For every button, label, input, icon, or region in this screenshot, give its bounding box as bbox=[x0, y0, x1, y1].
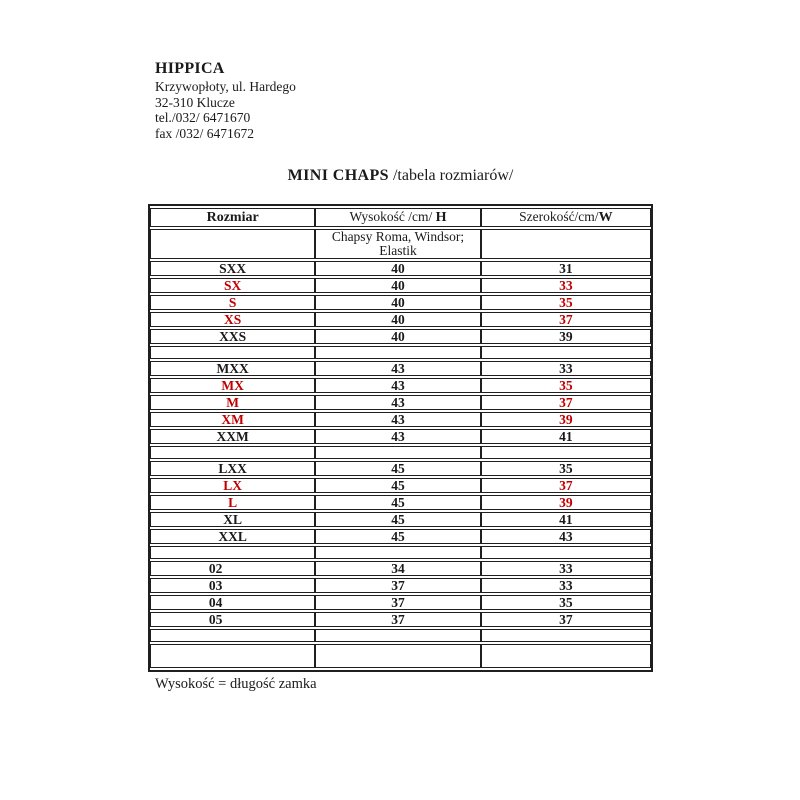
size-row-MXX bbox=[150, 361, 651, 376]
spacer-row bbox=[150, 629, 651, 642]
header-wysokosc bbox=[315, 208, 480, 227]
height-cell: 45 bbox=[315, 478, 480, 493]
width-cell: 41 bbox=[481, 429, 651, 444]
size-cell: L bbox=[150, 495, 315, 510]
empty-cell bbox=[315, 446, 480, 459]
width-cell: 41 bbox=[481, 512, 651, 527]
width-cell: 31 bbox=[481, 261, 651, 276]
size-row-LX bbox=[150, 478, 651, 493]
size-cell: SXX bbox=[150, 261, 315, 276]
spacer-row bbox=[150, 546, 651, 559]
table-header-row bbox=[150, 208, 651, 227]
height-cell: 34 bbox=[315, 561, 480, 576]
empty-cell bbox=[481, 629, 651, 642]
height-cell: 43 bbox=[315, 361, 480, 376]
width-cell: 39 bbox=[481, 495, 651, 510]
height-cell: 40 bbox=[315, 312, 480, 327]
width-cell: 33 bbox=[481, 561, 651, 576]
size-cell: SX bbox=[150, 278, 315, 293]
size-cell: LX bbox=[150, 478, 315, 493]
empty-cell bbox=[150, 629, 315, 642]
height-cell: 45 bbox=[315, 461, 480, 476]
width-cell: 43 bbox=[481, 529, 651, 544]
empty-cell bbox=[315, 644, 480, 668]
width-cell: 33 bbox=[481, 278, 651, 293]
footnote: Wysokość = długość zamka bbox=[155, 676, 317, 692]
size-row-L bbox=[150, 495, 651, 510]
size-cell: XL bbox=[150, 512, 315, 527]
empty-cell bbox=[481, 446, 651, 459]
empty-cell bbox=[150, 644, 315, 668]
size-row-SX bbox=[150, 278, 651, 293]
size-cell: XM bbox=[150, 412, 315, 427]
header-szerokosc-text: Szerokość/cm/ bbox=[519, 209, 599, 224]
height-cell: 37 bbox=[315, 578, 480, 593]
size-cell: M bbox=[150, 395, 315, 410]
title-product-name: MINI CHAPS bbox=[287, 167, 389, 184]
subheader-empty-cell bbox=[481, 229, 651, 259]
height-cell: 45 bbox=[315, 495, 480, 510]
title-suffix: /tabela rozmiarów/ bbox=[388, 167, 514, 184]
empty-cell bbox=[481, 546, 651, 559]
height-cell: 40 bbox=[315, 295, 480, 310]
width-cell: 35 bbox=[481, 378, 651, 393]
size-cell: MX bbox=[150, 378, 315, 393]
subheader-empty-cell bbox=[150, 229, 315, 259]
height-cell: 40 bbox=[315, 329, 480, 344]
header-rozmiar: Rozmiar bbox=[150, 208, 315, 227]
phone-line: tel./032/ 6471670 bbox=[155, 110, 251, 125]
spacer-row bbox=[150, 346, 651, 359]
header-wysokosc-letter: H bbox=[435, 210, 447, 225]
address-city: 32-310 Klucze bbox=[155, 94, 235, 110]
fax-line: fax /032/ 6471672 bbox=[155, 125, 254, 141]
size-row-LXX bbox=[150, 461, 651, 476]
size-row-XXL bbox=[150, 529, 651, 544]
height-cell: 45 bbox=[315, 529, 480, 544]
width-cell: 39 bbox=[481, 412, 651, 427]
size-row-XXM bbox=[150, 429, 651, 444]
size-cell: 02 bbox=[150, 561, 315, 576]
document-title bbox=[148, 167, 653, 185]
empty-cell bbox=[315, 629, 480, 642]
size-cell: 04 bbox=[150, 595, 315, 610]
width-cell: 35 bbox=[481, 295, 651, 310]
header-wysokosc-text: Wysokość /cm/ bbox=[349, 209, 436, 224]
subheader-models-cell bbox=[315, 229, 480, 259]
width-cell: 35 bbox=[481, 461, 651, 476]
width-cell: 37 bbox=[481, 395, 651, 410]
header-szerokosc bbox=[481, 208, 651, 227]
address-street: Krzywopłoty, ul. Hardego bbox=[155, 79, 296, 94]
height-cell: 40 bbox=[315, 278, 480, 293]
width-cell: 39 bbox=[481, 329, 651, 344]
size-row-XXS bbox=[150, 329, 651, 344]
empty-cell bbox=[150, 546, 315, 559]
height-cell: 40 bbox=[315, 261, 480, 276]
size-row-XM bbox=[150, 412, 651, 427]
size-cell: LXX bbox=[150, 461, 315, 476]
size-cell: XS bbox=[150, 312, 315, 327]
size-table bbox=[148, 204, 653, 672]
size-table-body bbox=[150, 261, 651, 668]
subheader-models-line2: Elastik bbox=[379, 243, 417, 258]
height-cell: 43 bbox=[315, 429, 480, 444]
size-cell: XXL bbox=[150, 529, 315, 544]
size-row-MX bbox=[150, 378, 651, 393]
spacer-row-tall bbox=[150, 644, 651, 668]
size-cell: XXS bbox=[150, 329, 315, 344]
size-cell: S bbox=[150, 295, 315, 310]
size-row-S bbox=[150, 295, 651, 310]
empty-cell bbox=[150, 446, 315, 459]
size-cell: 03 bbox=[150, 578, 315, 593]
size-cell: XXM bbox=[150, 429, 315, 444]
size-row-04 bbox=[150, 595, 651, 610]
size-cell: MXX bbox=[150, 361, 315, 376]
size-cell: 05 bbox=[150, 612, 315, 627]
size-row-02 bbox=[150, 561, 651, 576]
height-cell: 37 bbox=[315, 595, 480, 610]
width-cell: 37 bbox=[481, 612, 651, 627]
empty-cell bbox=[150, 346, 315, 359]
width-cell: 37 bbox=[481, 478, 651, 493]
height-cell: 45 bbox=[315, 512, 480, 527]
letterhead bbox=[155, 59, 296, 141]
empty-cell bbox=[481, 346, 651, 359]
height-cell: 37 bbox=[315, 612, 480, 627]
size-row-SXX bbox=[150, 261, 651, 276]
header-szerokosc-letter: W bbox=[598, 210, 613, 225]
width-cell: 35 bbox=[481, 595, 651, 610]
table-subheader-row bbox=[150, 229, 651, 259]
size-row-XL bbox=[150, 512, 651, 527]
height-cell: 43 bbox=[315, 378, 480, 393]
width-cell: 33 bbox=[481, 361, 651, 376]
height-cell: 43 bbox=[315, 395, 480, 410]
spacer-row bbox=[150, 446, 651, 459]
empty-cell bbox=[481, 644, 651, 668]
empty-cell bbox=[315, 346, 480, 359]
size-row-05 bbox=[150, 612, 651, 627]
size-row-03 bbox=[150, 578, 651, 593]
size-row-XS bbox=[150, 312, 651, 327]
height-cell: 43 bbox=[315, 412, 480, 427]
width-cell: 33 bbox=[481, 578, 651, 593]
size-row-M bbox=[150, 395, 651, 410]
width-cell: 37 bbox=[481, 312, 651, 327]
empty-cell bbox=[315, 546, 480, 559]
company-name: HIPPICA bbox=[155, 60, 225, 77]
subheader-models-line1: Chapsy Roma, Windsor; bbox=[331, 229, 465, 244]
